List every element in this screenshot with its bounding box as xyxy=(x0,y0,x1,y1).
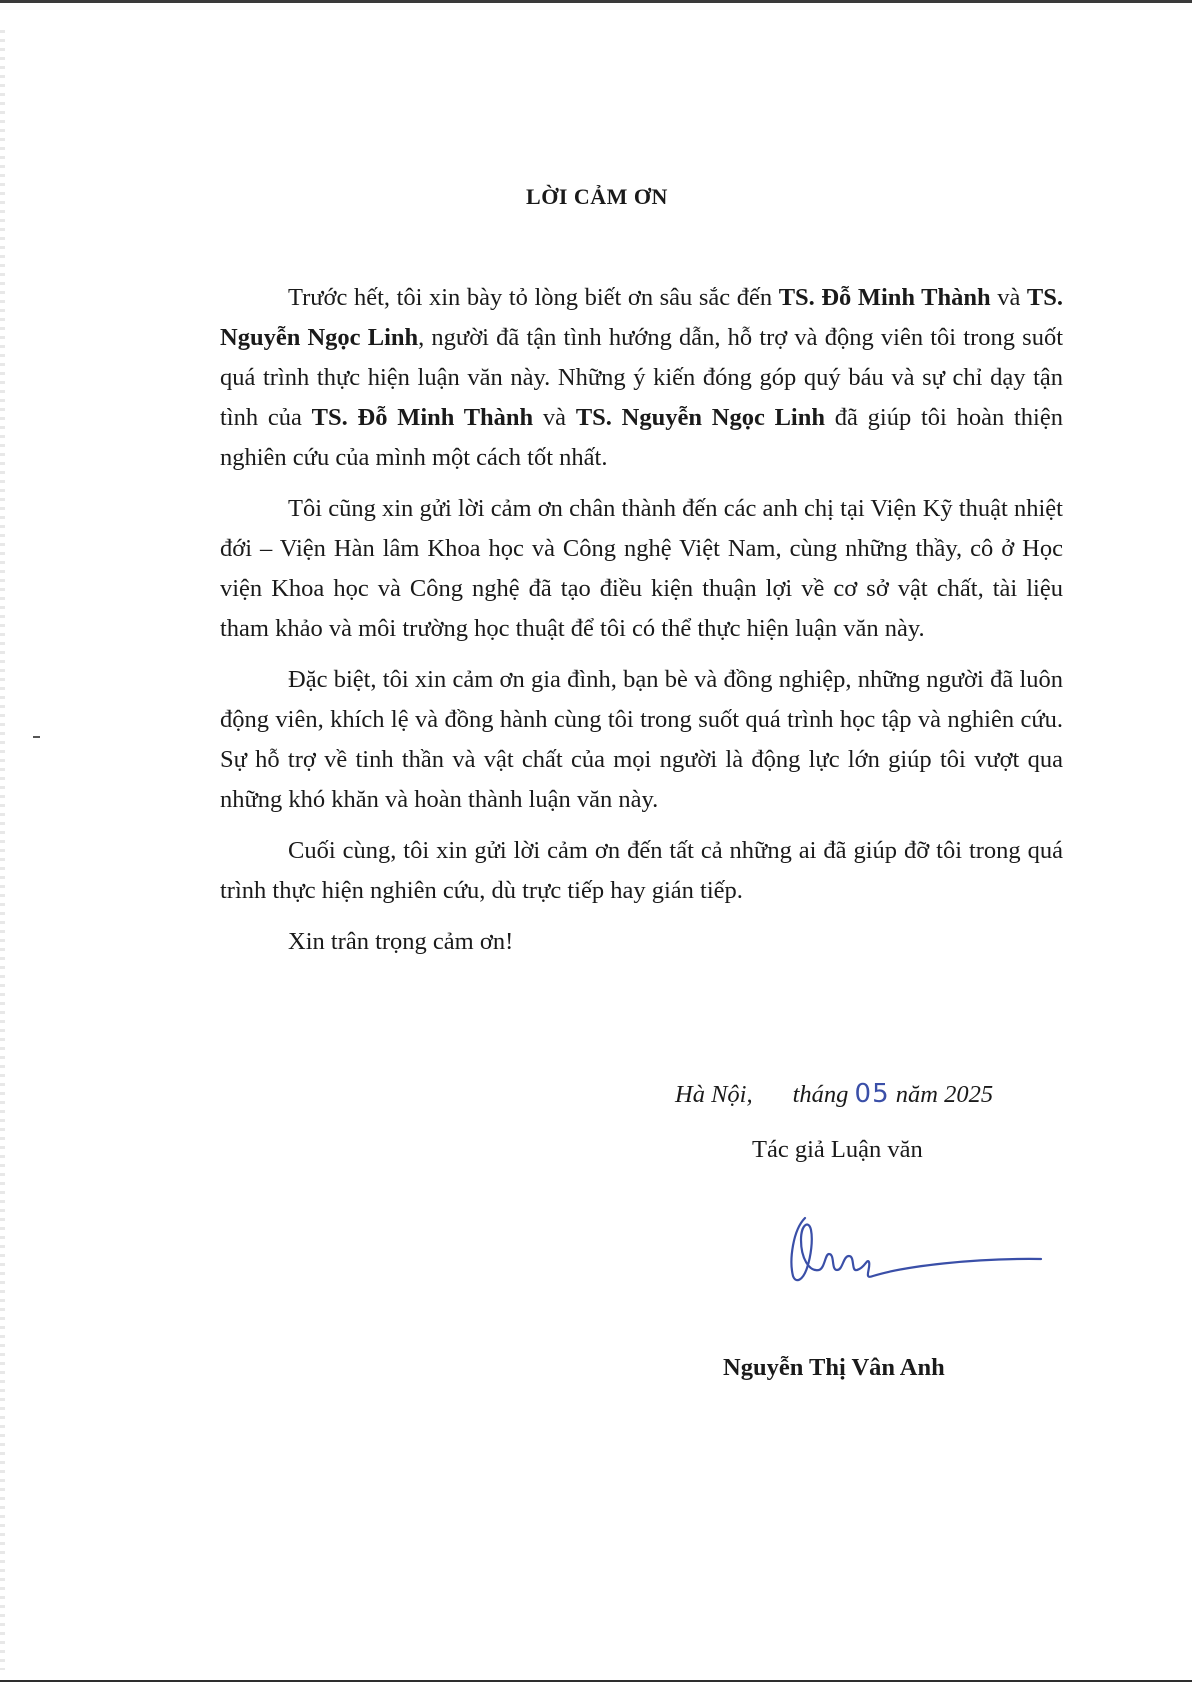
paragraph-5 xyxy=(220,922,1063,962)
scan-top-edge xyxy=(0,0,1192,3)
supervisor-name: TS. Đỗ Minh Thành xyxy=(311,404,534,431)
scan-stray-mark xyxy=(33,736,40,738)
paragraph-text: đã giúp tôi hoàn thiện nghiên cứu của mình một cách tốt nhất. xyxy=(220,404,1063,471)
paragraph-text: , người đã tận tình hướng dẫn, hỗ trợ và động viên tôi trong suốt quá trình thực hiện luận văn này. Những ý kiến đóng góp quý báu và sự chỉ dạy tận tình của xyxy=(220,324,1064,431)
scan-left-edge xyxy=(0,30,5,1670)
paragraph-4 xyxy=(220,831,1063,911)
author-label: Tác giả Luận văn xyxy=(752,1136,923,1163)
paragraph-text: Xin trân trọng cảm ơn! xyxy=(288,928,514,955)
paragraph-text: Đặc biệt, tôi xin cảm ơn gia đình, bạn bè và đồng nghiệp, những người đã luôn động viên, khích lệ và đồng hành cùng tôi trong suốt quá trình học tập và nghiên cứu. Sự hỗ trợ về tinh thần và vật chất của mọi người là động lực lớn giúp tôi vượt qua những khó khăn và hoàn thành luận văn này. xyxy=(220,666,1063,813)
paragraph-1 xyxy=(220,278,1063,478)
year-text: năm 2025 xyxy=(895,1081,994,1108)
author-name: Nguyễn Thị Vân Anh xyxy=(723,1354,945,1381)
handwritten-signature xyxy=(785,1210,1045,1285)
paragraph-text: và xyxy=(533,404,576,431)
paragraph-text: Cuối cùng, tôi xin gửi lời cảm ơn đến tất cả những ai đã giúp đỡ tôi trong quá trình thực hiện nghiên cứu, dù trực tiếp hay gián tiếp. xyxy=(220,837,1063,904)
paragraph-2 xyxy=(220,489,1063,649)
supervisor-name: TS. Đỗ Minh Thành xyxy=(778,284,991,311)
month-label: tháng xyxy=(792,1081,849,1108)
paragraph-text: Tôi cũng xin gửi lời cảm ơn chân thành đến các anh chị tại Viện Kỹ thuật nhiệt đới – Viện Hàn lâm Khoa học và Công nghệ Việt Nam, cùng những thầy, cô ở Học viện Khoa học và Công nghệ đã tạo điều kiện thuận lợi về cơ sở vật chất, tài liệu tham khảo và môi trường học thuật để tôi có thể thực hiện luận văn này. xyxy=(220,495,1063,642)
place-date-line xyxy=(675,1079,993,1109)
supervisor-name: TS. Nguyễn Ngọc Linh xyxy=(575,404,825,431)
page-title: LỜI CẢM ƠN xyxy=(526,184,668,209)
scan-bottom-edge xyxy=(0,1680,1192,1682)
paragraph-text: Trước hết, tôi xin bày tỏ lòng biết ơn sâu sắc đến xyxy=(288,284,779,311)
paragraph-3 xyxy=(220,660,1063,820)
handwritten-month: 05 xyxy=(854,1079,890,1109)
acknowledgement-body xyxy=(220,278,1063,973)
supervisor-name: TS. Nguyễn Ngọc Linh xyxy=(220,284,1063,351)
paragraph-text: và xyxy=(990,284,1027,311)
place: Hà Nội, xyxy=(675,1081,753,1108)
